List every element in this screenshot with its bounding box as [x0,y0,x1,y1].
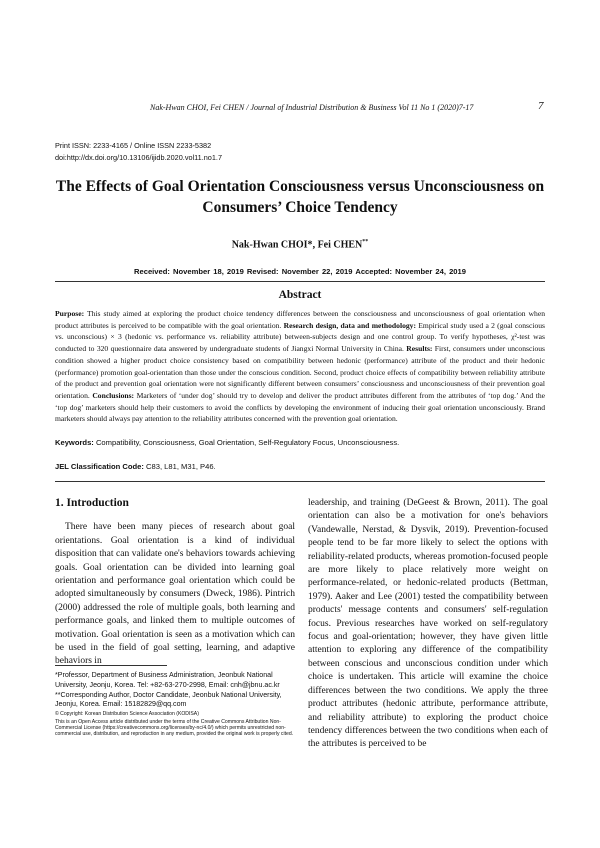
doi-line: doi:http://dx.doi.org/10.13106/ijidb.2020.vol11.no1.7 [55,153,223,162]
keywords-text: Compatibility, Consciousness, Goal Orientation, Self-Regulatory Focus, Unconsciousness. [93,438,400,447]
author-list [0,239,600,250]
section-heading-introduction: 1. Introduction [55,497,129,509]
column-right [308,497,548,752]
column-left [55,497,295,669]
method-label: Research design, data and methodology: [283,320,416,330]
intro-paragraph-left: There have been many pieces of research about goal orientations. Goal orientation is a kind of individual disposition that can validate one's behaviors towards achieving goals. Goal orientation can be divided into learning goal orientation and performance goal orientation which could be adopted simultaneously by consumers (Dweck, 1986). Pintrich (2000) addressed the role of multiple goals, both learning and performance goals, and linked them to multiple outcomes of motivation. Goal orientation is seen as a motivation which can be used in the field of goal setting, learning, and adaptive behaviors in [55,522,295,667]
license-notice: This is an Open Access article distributed under the terms of the Creative Commons Attribution Non-Commercial License (https://creativecommons.org/licenses/by-nc/4.0/) which permits unrestricted non-commercial use, distribution, and reproduction in any medium, provided the original work is properly cited. [55,718,294,738]
running-head-text: Nak-Hwan CHOI, Fei CHEN / Journal of Industrial Distribution & Business Vol 11 No 1 (2020)7-17 [150,103,474,112]
footnote-author-2: **Corresponding Author, Doctor Candidate, Jeonbuk National University, Jeonju, Korea. Email: 15182829@qq.com [55,690,282,709]
divider-top [55,281,545,282]
conclusions-label: Conclusions: [92,390,135,400]
results-text: First, consumers under unconscious condition showed a higher product choice consistency based on compatibility between hedonic (performance) attribute of the product and their hedonic (performance) promotion goal-orientation than those under the conscious condition. Second, product choice effects of compatibility between reliability attribute of the product and prevention goal orientation were not significantly different between consumers’ consciousness and unconsciousness of their prevention goal orientation. [55,344,546,400]
copyright-notice: © Copyright: Korean Distribution Science Association (KODISA) [55,711,199,718]
purpose-text: This study aimed at exploring the product choice tendency differences between the consciousness and unconsciousness of goal orientation when product attributes is perceived to be compatible with the goal orientation. [55,309,545,330]
author-2: Fei CHEN [317,239,363,251]
author-1: Nak-Hwan CHOI* [231,239,313,251]
publication-dates: Received: November 18, 2019 Revised: November 22, 2019 Accepted: November 24, 2019 [134,267,466,276]
intro-paragraph-right: leadership, and training (DeGeest & Brown, 2011). The goal orientation can also be a motivation for one's behaviors (Vandewalle, Nerstad, & Dysvik, 2019). Prevention-focused people tend to be far more likely to select the options with reliability-related products, whereas promotion-focused people are more likely to place relatively more weight on performance-related, or hedonic-related products (Bettman, 1979). Aaker and Lee (2001) tested the compatibility between products' message contents and consumers' self-regulation focus. Previous researches have worked on self-regulatory focus and goal-orientation; however, they have given little attention to exploring any difference of the compatibility between conscious and unconscious condition under which choice is undertaken. This article will examine the choice differences between the two conditions. We apply the three product attributes (hedonic attribute, performance attribute, and reliability attribute) to exploring the product choice tendency differences between the two conditions when each of the attributes is perceived to be [308,498,548,750]
title-line-2: Consumers’ Choice Tendency [202,199,398,216]
conclusions-text: Marketers of ‘under dog’ should try to develop and deliver the product attributes different from the attributes of ‘top dog.’ And the ‘top dog’ marketers should help their customers to avoid the conflicts by developing the environment of inducing their goal orientation unconsciously. Brand marketers should always pay attention to the reliability attributes concerned with the prevention goal orientation. [55,390,545,424]
author-2-mark: ** [362,239,369,245]
method-text: Empirical study used a 2 (goal conscious vs. unconscious) × 3 (hedonic vs. performance vs. reliability attribute) between-subjects design and one control group. To verify hypotheses, χ²-test was conducted to 320 questionnaire data answered by undergraduate students of Jiangxi Normal University in China. [55,320,546,354]
page-number: 7 [538,100,544,112]
author-separator: , [312,239,318,251]
jel-label: JEL Classification Code: [55,462,144,471]
footnote-rule [55,665,167,666]
abstract-body [55,308,545,425]
footnote-author-1: *Professor, Department of Business Administration, Jeonbuk National University, Jeonju, Korea. Tel: +82-63-270-2998, Email: cnh@jbnu.ac.kr [55,671,280,689]
paper-title [40,176,560,218]
jel-text: C83, L81, M31, P46. [143,462,216,471]
divider-bottom [55,481,545,482]
title-line-1: The Effects of Goal Orientation Consciousness versus Unconsciousness on [55,178,545,195]
results-label: Results: [406,344,433,354]
keywords-label: Keywords: [55,438,94,447]
footnotes [55,671,295,738]
running-head [0,100,600,115]
issn-line: Print ISSN: 2233-4165 / Online ISSN 2233-5382 [55,141,212,150]
keywords [55,438,545,447]
issn-block [55,140,222,164]
purpose-label: Purpose: [55,309,85,318]
abstract-heading: Abstract [278,289,322,301]
jel-codes [55,462,545,471]
